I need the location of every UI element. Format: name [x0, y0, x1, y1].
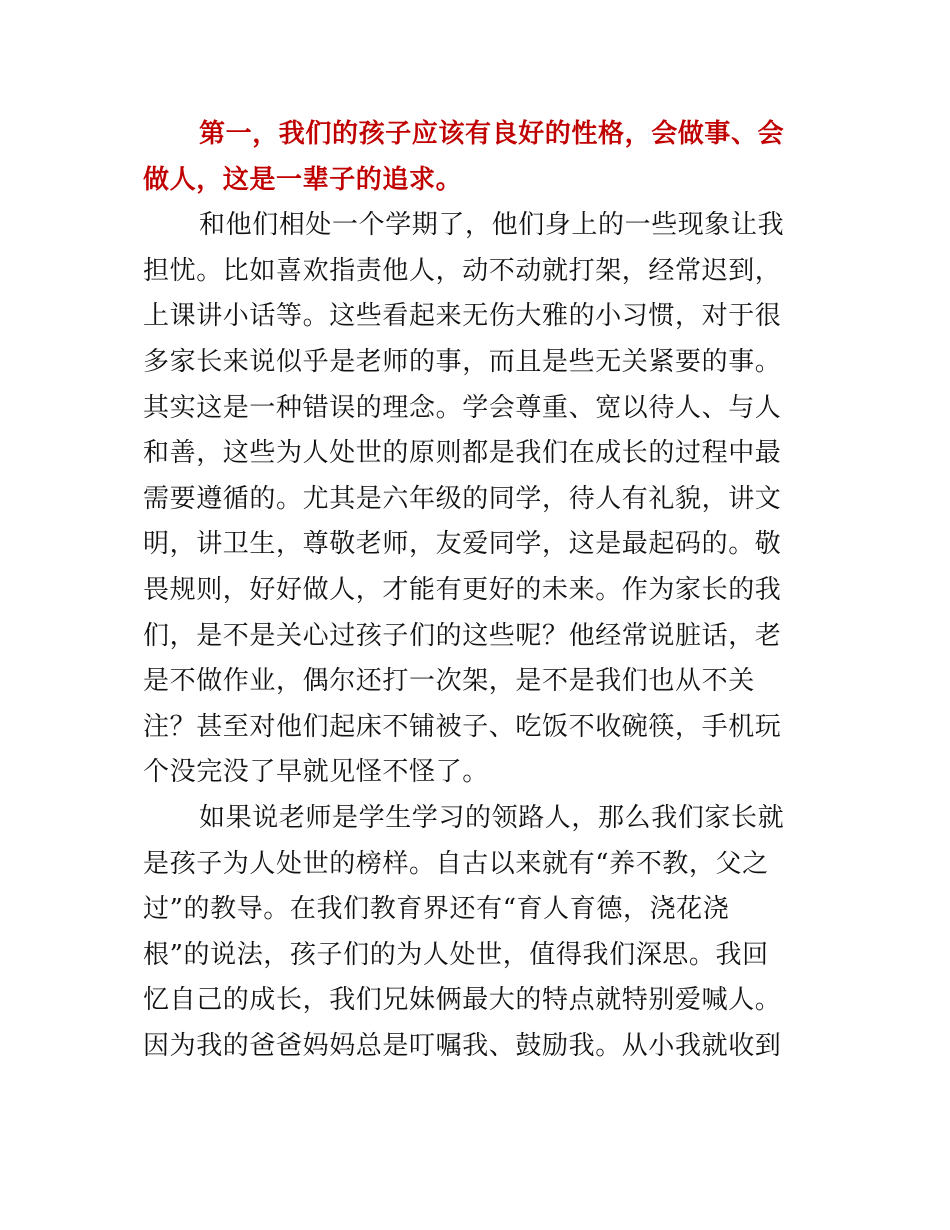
- paragraph-line: 上课讲小话等。这些看起来无伤大雅的小习惯，对于很: [143, 301, 782, 332]
- section-heading: [143, 112, 823, 203]
- paragraph-line: 因为我的爸爸妈妈总是叮嘱我、鼓励我。从小我就收到: [143, 1030, 782, 1061]
- paragraph-line: 和他们相处一个学期了，他们身上的一些现象让我: [199, 210, 785, 241]
- paragraph-line: 多家长来说似乎是老师的事，而且是些无关紧要的事。: [143, 346, 782, 377]
- paragraph-line: 忆自己的成长，我们兄妹俩最大的特点就特别爱喊人。: [143, 985, 782, 1016]
- paragraph-line: 和善，这些为人处世的原则都是我们在成长的过程中最: [143, 438, 782, 469]
- heading-line: 第一，我们的孩子应该有良好的性格，会做事、会: [199, 119, 785, 149]
- document-body: [143, 112, 823, 1069]
- paragraph-line: 如果说老师是学生学习的领路人，那么我们家长就: [199, 802, 785, 833]
- paragraph-line: 们，是不是关心过孩子们的这些呢？他经常说脏话，老: [143, 620, 782, 651]
- paragraph-line: 个没完没了早就见怪不怪了。: [143, 757, 489, 788]
- paragraph-line: 注？甚至对他们起床不铺被子、吃饭不收碗筷，手机玩: [143, 711, 782, 742]
- paragraph-line: 根”的说法，孩子们的为人处世，值得我们深思。我回: [143, 939, 769, 970]
- paragraph-line: 担忧。比如喜欢指责他人，动不动就打架，经常迟到，: [143, 255, 782, 286]
- paragraph-1: [143, 203, 823, 796]
- paragraph-line: 需要遵循的。尤其是六年级的同学，待人有礼貌，讲文: [143, 483, 782, 514]
- paragraph-line: 是孩子为人处世的榜样。自古以来就有“养不教，父之: [143, 848, 769, 879]
- paragraph-line: 过”的教导。在我们教育界还有“育人育德，浇花浇: [143, 894, 730, 925]
- heading-line: 做人，这是一辈子的追求。: [143, 164, 463, 195]
- paragraph-2: [143, 796, 823, 1070]
- paragraph-line: 明，讲卫生，尊敬老师，友爱同学，这是最起码的。敬: [143, 529, 782, 560]
- paragraph-line: 是不做作业，偶尔还打一次架，是不是我们也从不关: [143, 666, 755, 697]
- paragraph-line: 畏规则，好好做人，才能有更好的未来。作为家长的我: [143, 574, 782, 605]
- paragraph-line: 其实这是一种错误的理念。学会尊重、宽以待人、与人: [143, 392, 782, 423]
